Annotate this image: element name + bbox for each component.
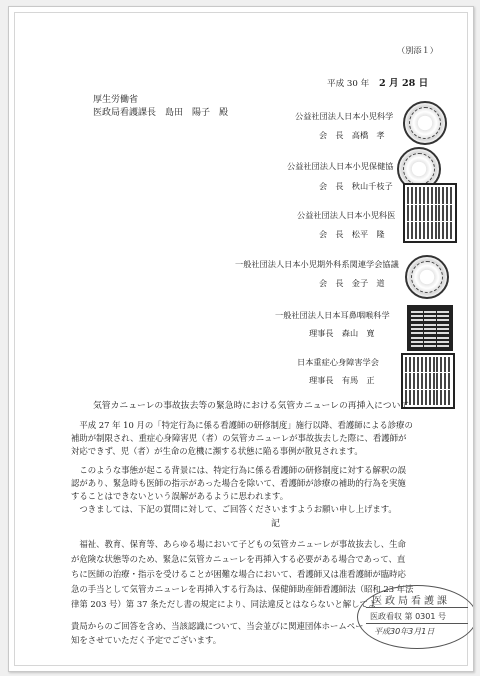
- seal-1: [403, 101, 447, 145]
- page-frame: [14, 12, 468, 666]
- sender-org-1: 公益社団法人日本小児科学: [295, 111, 394, 121]
- receipt-number: 医政看収 第 0301 号: [370, 612, 446, 621]
- body-line: このような事態が起こる背景には、特定行為に係る看護師の研修制度に対する解釈の誤: [71, 465, 406, 475]
- sender-rep-5: 理事長 森山 寛: [309, 328, 375, 338]
- receipt-date: 平成30年3月1日: [374, 627, 435, 636]
- document-page: [8, 6, 474, 672]
- body-line: 律第 203 号）第 37 条ただし書の規定により、同法違反とはならないと解してよ: [71, 599, 377, 609]
- body-line: 平成 27 年 10 月の「特定行為に係る看護師の研修制度」施行以降、看護師による診療の: [71, 420, 413, 430]
- sender-rep-6: 理事長 有馬 正: [309, 375, 375, 385]
- receipt-stamp: [357, 585, 474, 649]
- recipient-title: 医政局看護課長 島田 陽子 殿: [93, 108, 229, 118]
- body-line: つきましては、下記の質問に対して、ご回答くださいますようお願い申し上げます。: [71, 504, 397, 514]
- body-line: 対応できず、児（者）が生命の危機に瀕する状態に陥る事例が散見されます。: [71, 446, 363, 456]
- sender-org-5: 一般社団法人日本耳鼻咽喉科学: [275, 310, 390, 320]
- sender-org-4: 一般社団法人日本小児期外科系関連学会協議: [235, 259, 399, 269]
- date-month-day: 2 月 28 日: [379, 78, 429, 89]
- body-line: ちに医師の治療・指示を受けることが困難な場合において、看護師又は准看護師が臨時応: [71, 569, 406, 579]
- sender-org-3: 公益社団法人日本小児科医: [297, 210, 396, 220]
- body-line: 補助が制限され、重症心身障害児（者）の気管カニューレが事故抜去した際に、看護師が: [71, 433, 407, 443]
- body-line: が危険な状態等のため、緊急に気管カニューレを再挿入する必要がある場合であって、直: [71, 554, 406, 564]
- date-year: 平成 30 年: [327, 79, 370, 89]
- sender-org-6: 日本重症心身障害学会: [297, 357, 379, 367]
- receipt-divider: [366, 607, 468, 608]
- seal-3: [403, 183, 457, 243]
- attachment-label: （別添１）: [397, 45, 438, 55]
- closing-line: 知をさせていただく予定でございます。: [71, 635, 222, 645]
- body-line: することはできないという誤解があるように思われます。: [71, 491, 289, 501]
- recipient-org: 厚生労働省: [93, 95, 139, 105]
- sender-rep-2: 会 長 秋山千枝子: [319, 181, 393, 191]
- sender-rep-4: 会 長 金子 道: [319, 278, 385, 288]
- body-line: 急の手当として気管カニューレを再挿入する行為は、保健師助産師看護師法（昭和 23 年法: [71, 584, 414, 594]
- ki-heading: 記: [271, 519, 281, 529]
- seal-5: [407, 305, 453, 351]
- body-line: 福祉、教育、保育等、あらゆる場において子どもの気管カニューレが事故抜去し、生命: [71, 539, 406, 549]
- body-line: 認があり、緊急時も医師の指示があった場合を除いて、看護師が診療の補助的行為を実施: [71, 478, 406, 488]
- receipt-divider: [366, 623, 468, 624]
- sender-org-2: 公益社団法人日本小児保健協: [287, 161, 394, 171]
- subject-line: 気管カニューレの事故抜去等の緊急時における気管カニューレの再挿入について: [93, 401, 410, 411]
- receipt-title: 医政局看護課: [372, 596, 450, 607]
- seal-4: [405, 255, 449, 299]
- sender-rep-1: 会 長 高橋 孝: [319, 130, 385, 140]
- closing-line: 貴局からのご回答を含め、当該認識について、当会並びに関連団体ホームペー: [71, 621, 364, 631]
- sender-rep-3: 会 長 松平 隆: [319, 229, 385, 239]
